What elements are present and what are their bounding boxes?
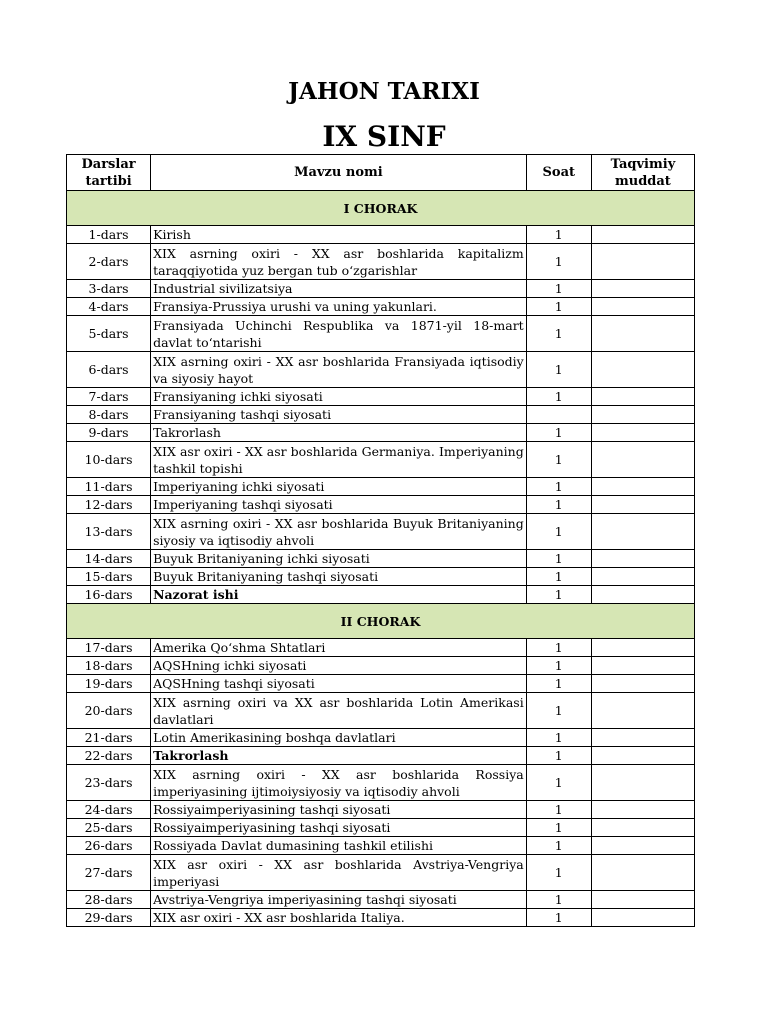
header-hours: Soat: [526, 155, 591, 191]
lesson-topic: AQSHning ichki siyosati: [151, 657, 527, 675]
table-row: [67, 406, 695, 424]
table-row: [67, 442, 695, 478]
table-row: [67, 244, 695, 280]
lesson-calendar-date: [591, 388, 694, 406]
lesson-calendar-date: [591, 316, 694, 352]
lesson-topic: XIX asr oxiri - XX asr boshlarida Germaniya. Imperiyaning tashkil topishi: [151, 442, 527, 478]
lesson-calendar-date: [591, 442, 694, 478]
table-row: [67, 657, 695, 675]
table-row: [67, 729, 695, 747]
lesson-calendar-date: [591, 837, 694, 855]
document-subtitle: IX SINF: [322, 120, 446, 153]
lesson-hours: 1: [526, 352, 591, 388]
lesson-topic: Takrorlash: [151, 747, 527, 765]
quarter-row: [67, 191, 695, 226]
lesson-topic: Imperiyaning ichki siyosati: [151, 478, 527, 496]
lesson-number: 1-dars: [67, 226, 151, 244]
table-row: [67, 909, 695, 927]
lesson-calendar-date: [591, 226, 694, 244]
lesson-number: 12-dars: [67, 496, 151, 514]
lesson-calendar-date: [591, 406, 694, 424]
table-row: [67, 280, 695, 298]
lesson-plan-table: [66, 154, 695, 927]
table-row: [67, 801, 695, 819]
lesson-number: 20-dars: [67, 693, 151, 729]
lesson-topic: Imperiyaning tashqi siyosati: [151, 496, 527, 514]
lesson-number: 23-dars: [67, 765, 151, 801]
lesson-number: 16-dars: [67, 586, 151, 604]
quarter-label: II CHORAK: [67, 604, 695, 639]
table-row: [67, 316, 695, 352]
lesson-calendar-date: [591, 639, 694, 657]
lesson-hours: 1: [526, 639, 591, 657]
table-row: [67, 747, 695, 765]
lesson-topic: Nazorat ishi: [151, 586, 527, 604]
lesson-number: 21-dars: [67, 729, 151, 747]
lesson-hours: 1: [526, 675, 591, 693]
lesson-topic: Industrial sivilizatsiya: [151, 280, 527, 298]
lesson-hours: 1: [526, 514, 591, 550]
quarter-row: [67, 604, 695, 639]
table-row: [67, 639, 695, 657]
lesson-hours: 1: [526, 496, 591, 514]
lesson-calendar-date: [591, 729, 694, 747]
lesson-calendar-date: [591, 352, 694, 388]
table-row: [67, 891, 695, 909]
lesson-calendar-date: [591, 675, 694, 693]
table-row: [67, 478, 695, 496]
lesson-hours: 1: [526, 442, 591, 478]
header-lesson-order: Darslar tartibi: [67, 155, 151, 191]
lesson-topic: Kirish: [151, 226, 527, 244]
lesson-hours: [526, 406, 591, 424]
lesson-hours: 1: [526, 424, 591, 442]
lesson-calendar-date: [591, 765, 694, 801]
lesson-number: 9-dars: [67, 424, 151, 442]
lesson-hours: 1: [526, 226, 591, 244]
header-calendar-date: Taqvimiy muddat: [591, 155, 694, 191]
lesson-calendar-date: [591, 693, 694, 729]
lesson-hours: 1: [526, 801, 591, 819]
lesson-topic: Rossiyaimperiyasining tashqi siyosati: [151, 801, 527, 819]
lesson-number: 3-dars: [67, 280, 151, 298]
lesson-calendar-date: [591, 891, 694, 909]
table-row: [67, 514, 695, 550]
header-topic-name: Mavzu nomi: [151, 155, 527, 191]
lesson-number: 25-dars: [67, 819, 151, 837]
lesson-hours: 1: [526, 747, 591, 765]
lesson-topic: Buyuk Britaniyaning ichki siyosati: [151, 550, 527, 568]
lesson-number: 26-dars: [67, 837, 151, 855]
lesson-calendar-date: [591, 496, 694, 514]
lesson-calendar-date: [591, 801, 694, 819]
lesson-topic: XIX asr oxiri - XX asr boshlarida Avstriya-Vengriya imperiyasi: [151, 855, 527, 891]
lesson-calendar-date: [591, 550, 694, 568]
lesson-calendar-date: [591, 819, 694, 837]
lesson-hours: 1: [526, 819, 591, 837]
lesson-number: 10-dars: [67, 442, 151, 478]
lesson-topic: Buyuk Britaniyaning tashqi siyosati: [151, 568, 527, 586]
lesson-hours: 1: [526, 298, 591, 316]
lesson-number: 28-dars: [67, 891, 151, 909]
table-row: [67, 298, 695, 316]
lesson-hours: 1: [526, 478, 591, 496]
lesson-calendar-date: [591, 424, 694, 442]
lesson-topic: XIX asrning oxiri - XX asr boshlarida Rossiya imperiyasining ijtimoiysiyosiy va iqtisodiy ahvoli: [151, 765, 527, 801]
lesson-number: 17-dars: [67, 639, 151, 657]
table-row: [67, 693, 695, 729]
lesson-number: 29-dars: [67, 909, 151, 927]
table-row: [67, 675, 695, 693]
lesson-calendar-date: [591, 280, 694, 298]
table-row: [67, 352, 695, 388]
lesson-number: 24-dars: [67, 801, 151, 819]
lesson-number: 13-dars: [67, 514, 151, 550]
lesson-number: 19-dars: [67, 675, 151, 693]
table-row: [67, 819, 695, 837]
lesson-number: 7-dars: [67, 388, 151, 406]
lesson-hours: 1: [526, 909, 591, 927]
lesson-topic: XIX asrning oxiri va XX asr boshlarida Lotin Amerikasi davlatlari: [151, 693, 527, 729]
table-row: [67, 496, 695, 514]
table-row: [67, 855, 695, 891]
lesson-number: 27-dars: [67, 855, 151, 891]
lesson-number: 15-dars: [67, 568, 151, 586]
lesson-hours: 1: [526, 693, 591, 729]
lesson-calendar-date: [591, 747, 694, 765]
lesson-hours: 1: [526, 837, 591, 855]
lesson-hours: 1: [526, 855, 591, 891]
lesson-topic: XIX asrning oxiri - XX asr boshlarida Fransiyada iqtisodiy va siyosiy hayot: [151, 352, 527, 388]
lesson-topic: Rossiyaimperiyasining tashqi siyosati: [151, 819, 527, 837]
lesson-topic: Fransiyada Uchinchi Respublika va 1871-yil 18-mart davlat to‘ntarishi: [151, 316, 527, 352]
table-header-row: [67, 155, 695, 191]
lesson-calendar-date: [591, 909, 694, 927]
lesson-topic: Lotin Amerikasining boshqa davlatlari: [151, 729, 527, 747]
lesson-hours: 1: [526, 765, 591, 801]
lesson-topic: Avstriya-Vengriya imperiyasining tashqi siyosati: [151, 891, 527, 909]
lesson-topic: XIX asrning oxiri - XX asr boshlarida Buyuk Britaniyaning siyosiy va iqtisodiy ahvoli: [151, 514, 527, 550]
lesson-topic: Fransiyaning tashqi siyosati: [151, 406, 527, 424]
lesson-calendar-date: [591, 855, 694, 891]
table-row: [67, 586, 695, 604]
lesson-topic: AQSHning tashqi siyosati: [151, 675, 527, 693]
lesson-calendar-date: [591, 568, 694, 586]
lesson-hours: 1: [526, 280, 591, 298]
lesson-calendar-date: [591, 478, 694, 496]
lesson-number: 4-dars: [67, 298, 151, 316]
lesson-hours: 1: [526, 550, 591, 568]
lesson-number: 11-dars: [67, 478, 151, 496]
table-body: [67, 191, 695, 927]
table-row: [67, 226, 695, 244]
table-row: [67, 765, 695, 801]
lesson-topic: Amerika Qo‘shma Shtatlari: [151, 639, 527, 657]
lesson-hours: 1: [526, 586, 591, 604]
lesson-number: 14-dars: [67, 550, 151, 568]
lesson-hours: 1: [526, 568, 591, 586]
lesson-topic: Takrorlash: [151, 424, 527, 442]
lesson-calendar-date: [591, 244, 694, 280]
lesson-number: 5-dars: [67, 316, 151, 352]
lesson-calendar-date: [591, 586, 694, 604]
lesson-hours: 1: [526, 244, 591, 280]
lesson-topic: XIX asrning oxiri - XX asr boshlarida kapitalizm taraqqiyotida yuz bergan tub o‘zgarishlar: [151, 244, 527, 280]
lesson-topic: XIX asr oxiri - XX asr boshlarida Italiya.: [151, 909, 527, 927]
lesson-hours: 1: [526, 388, 591, 406]
table-row: [67, 837, 695, 855]
lesson-topic: Rossiyada Davlat dumasining tashkil etilishi: [151, 837, 527, 855]
table-row: [67, 568, 695, 586]
table-row: [67, 424, 695, 442]
table-row: [67, 550, 695, 568]
lesson-number: 2-dars: [67, 244, 151, 280]
document-title: JAHON TARIXI: [288, 78, 480, 105]
lesson-number: 22-dars: [67, 747, 151, 765]
lesson-topic: Fransiyaning ichki siyosati: [151, 388, 527, 406]
lesson-calendar-date: [591, 514, 694, 550]
quarter-label: I CHORAK: [67, 191, 695, 226]
lesson-calendar-date: [591, 657, 694, 675]
table-row: [67, 388, 695, 406]
lesson-number: 6-dars: [67, 352, 151, 388]
lesson-number: 8-dars: [67, 406, 151, 424]
lesson-calendar-date: [591, 298, 694, 316]
lesson-hours: 1: [526, 316, 591, 352]
lesson-hours: 1: [526, 657, 591, 675]
lesson-number: 18-dars: [67, 657, 151, 675]
lesson-topic: Fransiya-Prussiya urushi va uning yakunlari.: [151, 298, 527, 316]
lesson-hours: 1: [526, 891, 591, 909]
lesson-hours: 1: [526, 729, 591, 747]
